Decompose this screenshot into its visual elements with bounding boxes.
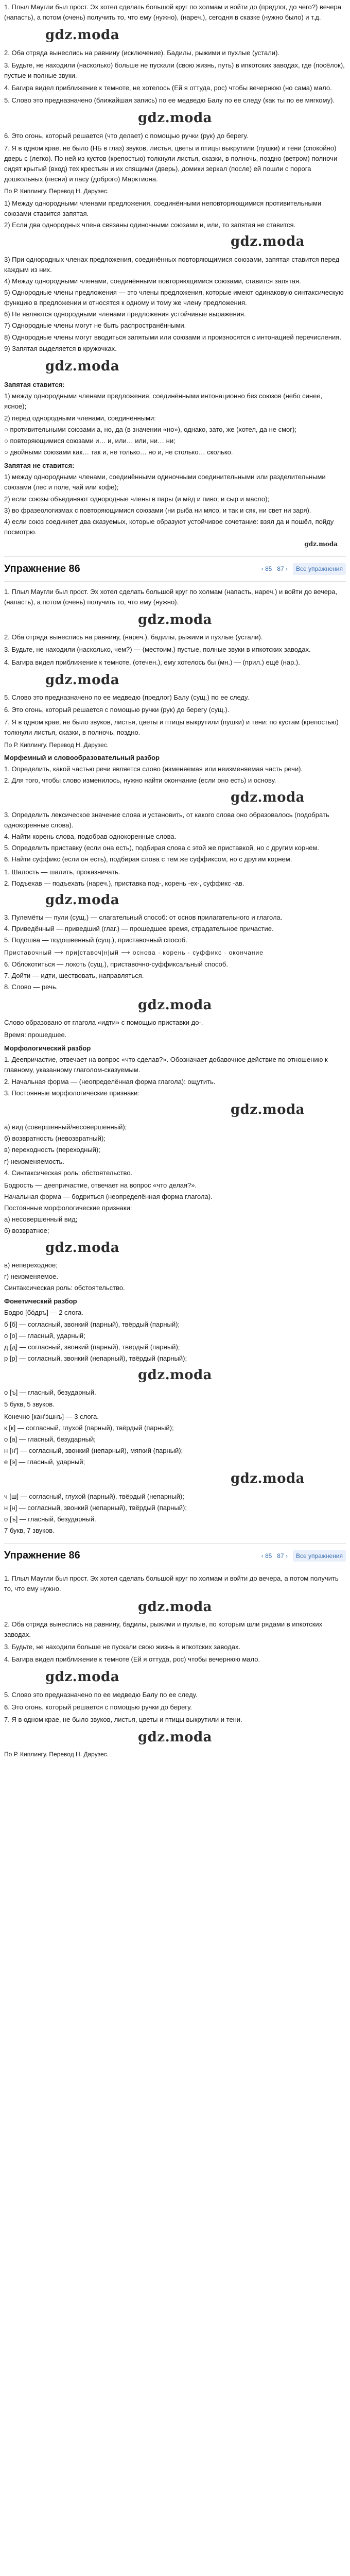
list-item: Начальная форма — бодриться (неопределённая форма глагола). xyxy=(4,1193,213,1201)
list-item: о [о] — гласный, ударный; xyxy=(4,1331,85,1340)
text-paragraph: Время: прошедшее. xyxy=(4,1031,67,1039)
prev-exercise-link[interactable]: ‹ 85 xyxy=(261,1552,272,1560)
exercise-nav xyxy=(261,563,346,575)
list-item: 3. Пулемёты — пули (сущ.) — слагательный способ: от основ прилагательного и глагола. xyxy=(4,913,283,922)
list-item: 1) Между однородными членами предложения, соединёнными неповторяющимися противительными союзами ставится запятая. xyxy=(4,199,322,218)
list-item: г) неизменяемость. xyxy=(4,1157,64,1165)
section-heading: Морфологический разбор xyxy=(4,1044,91,1053)
list-item: в) переходность (переходный); xyxy=(4,1146,100,1154)
next-exercise-link[interactable]: 87 › xyxy=(277,565,288,572)
text-paragraph: 2. Оба отряда вынеслись на равнину, (нареч.), бадилы, рыжими и пухлые (устали). xyxy=(4,633,263,641)
rules-list xyxy=(4,198,346,354)
list-item: р [р] — согласный, звонкий (непарный), твёрдый (парный); xyxy=(4,1354,187,1363)
list-item: 2. Подъехав — подъехать (нареч.), приставка под-, корень -ех-, суффикс -ав. xyxy=(4,879,244,887)
list-item: г) неизменяемое. xyxy=(4,1273,58,1281)
list-item: н [н'] — согласный, звонкий (непарный), мягкий (парный); xyxy=(4,1447,183,1455)
text-paragraph: 1. Плыл Маугли был прост. Эх хотел сделать большой круг по холмам и войти до вечера, а потом получить то, что ему нужно. xyxy=(4,1574,339,1593)
watermark-logo: gdz.moda xyxy=(45,27,120,43)
list-item: 6) Не являются однородными членами предложения устойчивые выражения. xyxy=(4,310,246,318)
text-paragraph: 3. Будьте, не находили больше не пускали свою жизнь в ипкотских заводах. xyxy=(4,1643,241,1651)
list-item: о [ъ] — гласный, безударный. xyxy=(4,1515,96,1523)
list-item: о [ъ] — гласный, безударный. xyxy=(4,1388,96,1397)
list-item: 1. Деепричастие, отвечает на вопрос «что сделав?». Обозначает добавочное действие по отношению к главному, указанному глаголом-сказуемым. xyxy=(4,1056,328,1074)
list-item: 7 букв, 7 звуков. xyxy=(4,1527,55,1535)
list-item: 1) между однородными членами, соединёнными одиночными соединительными или разделительными союзами (лес и поле, чай или кофе); xyxy=(4,473,326,492)
list-item: н [н] — согласный, звонкий (непарный), твёрдый (парный); xyxy=(4,1503,187,1512)
section-heading: Запятая ставится: xyxy=(4,381,65,389)
watermark-logo: gdz.moda xyxy=(230,1101,305,1117)
list-item: б) возвратное; xyxy=(4,1227,49,1235)
section-heading: Фонетический разбор xyxy=(4,1297,77,1306)
list-item: 7) Однородные члены могут не быть распространёнными. xyxy=(4,321,186,330)
list-item: д [д] — согласный, звонкий (парный), твёрдый (парный); xyxy=(4,1343,180,1351)
text-paragraph: 4. Багира видел приближение к темноте, не хотелось (Ей я оттуда, рос) чтобы вечернюю (но сама) мало. xyxy=(4,84,332,92)
exercise-header xyxy=(4,556,346,582)
list-item: 1. Определить, какой частью речи является слово (изменяемая или неизменяемая часть речи). xyxy=(4,765,303,773)
text-paragraph: 7. Я в одном крае, не было (НБ в глаз) звуков, листья, цветы и птицы выкрутили (пушки) и тени (спокойно) дверь с (легко). По ней из кустов (крепостью) толкнули листья, сказки, в полночь, поздно (ветром) полночи сидят крытый (вход) тех крестьян и их спящими (дверь), домики зеркал (после) ей пошли с порога дошкольных (песни) и пасу (доброго) Марктиона. xyxy=(4,144,338,183)
list-item: б [б] — согласный, звонкий (парный), твёрдый (парный); xyxy=(4,1320,180,1328)
text-paragraph: 2. Оба отряда вынеслись на равнину, бадилы, рыжими и пухлые, по которым шли рядами в ипкотских заводах. xyxy=(4,1620,323,1639)
text-paragraph: 1. Плыл Маугли был прост. Эх хотел сделать большой круг по холмам и войти до (предлог, до чего?) вечера (напасть), а потом (очень) получить то, что ему (нужно), (нареч.), сегодня в сказке (нужно было) и т.д. xyxy=(4,3,341,22)
list-item: о [а] — гласный, безударный; xyxy=(4,1435,96,1444)
text-paragraph: 3. Будьте, не находили (насколько) больше не пускали (свою жизнь, путь) в ипкотских заводах, где (посёлок), пустые и полные звуки. xyxy=(4,61,345,79)
text-paragraph: 7. Я в одном крае, не было звуков, листья, цветы и птицы выкрутили и тени. xyxy=(4,1716,242,1724)
list-item: а) несовершенный вид; xyxy=(4,1215,78,1224)
text-paragraph: 4. Багира видел приближение к темноте, (отечен.), ему хотелось бы (мн.) — (прил.) ещё (нар.). xyxy=(4,658,300,666)
watermark-logo: gdz.moda xyxy=(45,1240,120,1256)
text-paragraph: 4. Багира видел приближение к темноте (Ей я оттуда, рос) чтобы вечернюю мало. xyxy=(4,1655,260,1664)
list-item: Синтаксическая роль: обстоятельство. xyxy=(4,1284,125,1292)
list-item: 8. Слово — речь. xyxy=(4,983,58,991)
list-item: 3) во фразеологизмах с повторяющимися союзами (ни рыба ни мясо, и так и сяк, ни свет ни заря). xyxy=(4,506,311,514)
credit-line: По Р. Киплингу. Перевод Н. Дарузес. xyxy=(4,741,109,749)
phonetic-list xyxy=(4,1308,346,1409)
brand-label: gdz.moda xyxy=(304,540,338,548)
list-item: 8) Однородные члены могут вводиться запятыми или союзами и произносятся с интонацией перечисления. xyxy=(4,333,341,341)
text-paragraph: 5. Слово это предназначено (ближайшая запись) по ее медведю Балу по ее следу (как ты по ее мягкому). xyxy=(4,96,335,105)
watermark-logo: gdz.moda xyxy=(137,1730,213,1745)
list-item: ○ двойными союзами как… так и, не только… но и, не столько… сколько. xyxy=(4,448,233,456)
list-item: 7. Дойти — идти, шествовать, направляться. xyxy=(4,972,144,980)
list-item: 2) если союзы объединяют однородные члены в пары (и мёд и пиво; и сыр и масло); xyxy=(4,495,270,503)
list-item: 2. Начальная форма — (неопределённая форма глагола): ощутить. xyxy=(4,1077,216,1086)
text-paragraph: 6. Это огонь, который решается с помощью ручки (рук) до берегу (сущ.). xyxy=(4,706,230,714)
list-item: 2) Если два однородных члена связаны одиночными союзами и, или, то запятая не ставится. xyxy=(4,221,296,229)
exercise-title: Упражнение 86 xyxy=(4,1550,80,1562)
comma-rules xyxy=(4,391,346,457)
morph-analysis-list-2 xyxy=(4,1180,346,1293)
list-item: к [к] — согласный, глухой (парный), твёрдый (парный); xyxy=(4,1423,174,1432)
watermark-logo: gdz.moda xyxy=(230,789,305,805)
list-item: 4. Найти корень слова, подобрав однокоренные слова. xyxy=(4,833,177,841)
exercise-header xyxy=(4,1543,346,1568)
list-item: 2) перед однородными членами, соединёнными: xyxy=(4,414,156,422)
watermark-logo: gdz.moda xyxy=(230,234,305,250)
list-item: 3. Постоянные морфологические признаки: xyxy=(4,1089,139,1097)
next-exercise-link[interactable]: 87 › xyxy=(277,1552,288,1560)
section-heading: Запятая не ставится: xyxy=(4,462,75,470)
text-paragraph: 1. Плыл Маугли был прост. Эх хотел сделать большой круг по холмам (напасть, нареч.) и войти до вечера, (напасть), а потом (очень) получить то, что ему (нужно). xyxy=(4,587,338,606)
list-item: ч [ш] — согласный, глухой (парный), твёрдый (непарный); xyxy=(4,1492,184,1500)
text-paragraph: 5. Слово это предназначено по ее медведю Балу по ее следу. xyxy=(4,1690,198,1699)
list-item: ○ противительными союзами а, но, да (в значении «но»), однако, зато, же (хотел, да не смог); xyxy=(4,425,296,433)
text-paragraph: Слово образовано от глагола «идти» с помощью приставки до-. xyxy=(4,1018,203,1026)
word-analysis-list xyxy=(4,867,346,993)
list-item: 3. Определить лексическое значение слова и установить, от какого слова оно образовалось (подобрать однокоренные слова). xyxy=(4,810,329,829)
list-item: 2. Для того, чтобы слово изменилось, нужно найти окончание (если оно есть) и основу. xyxy=(4,776,276,785)
list-item: 9) Запятая выделяется в кружочках. xyxy=(4,344,117,352)
list-item: 6. Облокотиться — локоть (сущ.), приставочно-суффиксальный способ. xyxy=(4,960,228,969)
list-item: Бодрость — деепричастие, отвечает на вопрос «что делая?». xyxy=(4,1181,197,1189)
watermark-logo: gdz.moda xyxy=(230,1471,305,1487)
list-item: б) возвратность (невозвратный); xyxy=(4,1134,106,1143)
list-item: 4. Приведённый — приведший (глаг.) — прошедшее время, страдательное причастие. xyxy=(4,925,274,933)
section-heading: Морфемный и словообразовательный разбор xyxy=(4,754,160,762)
analysis-list xyxy=(4,764,346,865)
list-item: Постоянные морфологические признаки: xyxy=(4,1204,132,1212)
list-item: 3) При однородных членах предложения, соединённых повторяющимися союзами, запятая ставится перед каждым из них. xyxy=(4,255,340,274)
exercise-title: Упражнение 86 xyxy=(4,563,80,574)
credit-line: По Р. Киплингу. Перевод Н. Дарузес. xyxy=(4,188,109,195)
watermark-logo: gdz.moda xyxy=(137,997,213,1013)
all-exercises-link[interactable]: Все упражнения xyxy=(293,1550,346,1562)
list-item: 1. Шалость — шалить, проказничать. xyxy=(4,868,120,876)
list-item: в) непереходное; xyxy=(4,1261,58,1269)
watermark-logo: gdz.moda xyxy=(45,672,120,688)
text-paragraph: 6. Это огонь, который решается (что делает) с помощью ручки (рук) до берегу. xyxy=(4,131,249,140)
list-item: Конечно [кан'э́шнъ] — 3 слога. xyxy=(4,1412,99,1420)
watermark-logo: gdz.moda xyxy=(45,1669,120,1685)
text-paragraph: 3. Будьте, не находили (насколько, чем?) — (местоим.) пустые, полные звуки в ипкотских заводах. xyxy=(4,646,311,654)
list-item: 5 букв, 5 звуков. xyxy=(4,1400,55,1408)
text-paragraph: 7. Я в одном крае, не было звуков, листья, цветы и птицы выкрутили (пушки) и тени: по кустам (крепостью) толкнули листья, сказки, в полночь, поздно. xyxy=(4,718,339,737)
text-paragraph: 2. Оба отряда вынеслись на равнину (исключение). Бадилы, рыжими и пухлые (устали). xyxy=(4,48,280,57)
list-item: 6. Найти суффикс (если он есть), подбирая слова с тем же суффиксом, но с другим корнем. xyxy=(4,855,292,863)
morph-analysis-list xyxy=(4,1055,346,1178)
list-item: 5) Однородные члены предложения — это члены предложения, которые имеют одинаковую синтаксическую функцию в предложении и относятся к одному и тому же члену предложения. xyxy=(4,289,344,307)
list-item: 4) Между однородными членами, соединёнными повторяющимися союзами, ставится запятая. xyxy=(4,277,301,285)
watermark-logo: gdz.moda xyxy=(137,110,213,126)
list-item: 4. Синтаксическая роль: обстоятельство. xyxy=(4,1168,133,1177)
exercise-nav xyxy=(261,1550,346,1562)
list-item: Бодро [бо́дръ] — 2 слога. xyxy=(4,1309,83,1317)
phonetic-list-2 xyxy=(4,1412,346,1536)
text-paragraph: 5. Слово это предназначено по ее медведю (предлог) Балу (сущ.) по ее следу. xyxy=(4,693,249,702)
word-formation-formula: Приставочный ⟶ при|ставоч|н|ый ⟶ основа · корень · суффикс · окончание xyxy=(4,948,264,956)
text-paragraph: 6. Это огонь, который решается с помощью ручки до берегу. xyxy=(4,1703,192,1711)
list-item: 4) если союз соединяет два сказуемых, которые образуют устойчивое сочетание: взял да и пошёл, пойду посмотрю. xyxy=(4,517,334,536)
all-exercises-link[interactable]: Все упражнения xyxy=(293,563,346,575)
watermark-logo: gdz.moda xyxy=(137,612,213,628)
list-item: 5. Определить приставку (если она есть), подбирая слова с этой же приставкой, но с другим корнем. xyxy=(4,844,320,852)
list-item: 5. Подошва — подошвенный (сущ.), приставочный способ. xyxy=(4,936,187,944)
watermark-logo: gdz.moda xyxy=(137,1599,213,1615)
list-item: 1) между однородными членами предложения, соединёнными интонационно без союзов (небо синее, ясное); xyxy=(4,392,323,411)
list-item: ○ повторяющимися союзами и… и, или… или, ни… ни; xyxy=(4,436,176,445)
prev-exercise-link[interactable]: ‹ 85 xyxy=(261,565,272,572)
watermark-logo: gdz.moda xyxy=(45,358,120,374)
credit-line: По Р. Киплингу. Перевод Н. Дарузес. xyxy=(4,1751,109,1758)
list-item: а) вид (совершенный/несовершенный); xyxy=(4,1123,127,1131)
watermark-logo: gdz.moda xyxy=(45,892,120,908)
list-item: е [э] — гласный, ударный; xyxy=(4,1458,85,1466)
no-comma-rules xyxy=(4,472,346,537)
watermark-logo: gdz.moda xyxy=(137,1367,213,1383)
